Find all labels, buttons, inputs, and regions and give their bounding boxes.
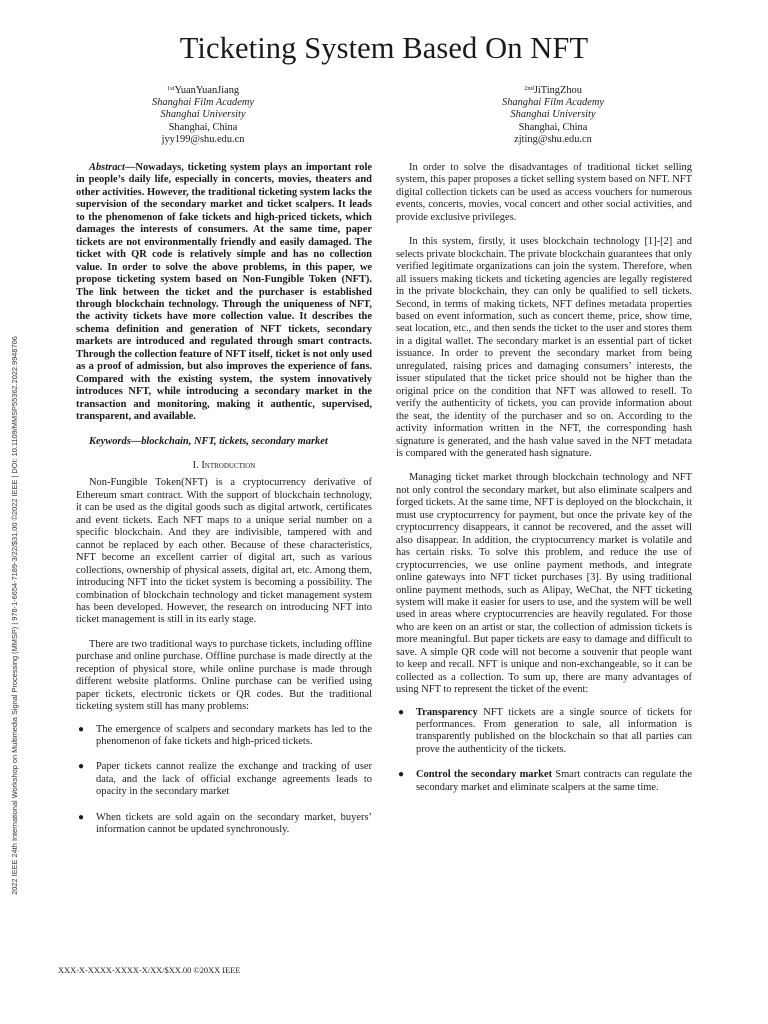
sidebar-citation-text: 2022 IEEE 24th International Workshop on Multimedia Signal Processing (MMSP) | 978-1-6654-7189-3/22/$31.00 ©2022 IEEE | DOI: 10.1109/MMSP55362.2022.9948706 [9,335,19,895]
list-item [76,812,372,837]
list-item-text: NFT tickets are a single source of tickets for performances. From generation to sale, all information is transparently published on the blockchain so that all parties can prove the authenticity of the tickets. [416,706,692,755]
body-paragraph: There are two traditional ways to purchase tickets, including offline purchase and online purchase. Offline purchase is made directly at the reception of physical store, while online purchase is made through different website platforms. Online purchase can be verified using paper tickets, electronic tickets or QR codes. But the traditional ticketing system still has many problems: [76,638,372,713]
bullet-icon: ● [78,761,85,773]
list-item [76,724,372,749]
author-email: jyy199@shu.edu.cn [161,133,245,145]
body-paragraph: Non-Fungible Token(NFT) is a cryptocurrency derivative of Ethereum smart contract. With the support of blockchain technology, it can be used as the digital goods such as digital artwork, certificates and event tickets. Each NFT maps to a unique serial number on a specific blockchain. And they are indivisible, tampered with and cannot be replaced by each other. Because of these characteristics, NFT become an excellent carrier of digital art, such as various collections, ownership of physical assets, digital art, etc. Among them, introducing NFT into the ticket system is becoming a possibility. The combination of blockchain technology and ticket management system has been developed. However, the research on introducing NFT into ticket management is still in its early stage. [76,477,372,626]
section-number: I. [192,459,199,471]
problem-list [76,724,372,837]
section-title: Introduction [201,459,256,471]
author-location: Shanghai, China [168,121,238,133]
author-block-2 [428,83,678,146]
list-item [396,707,692,757]
author-name-line [428,83,678,97]
author-name: JiTingZhou [533,85,582,96]
list-item-term: Control the secondary market [416,769,553,781]
author-email: zjting@shu.edu.cn [514,133,592,145]
author-name: YuanYuanJiang [174,85,240,96]
body-paragraph: Managing ticket market through blockchain technology and NFT not only control the secondary market, but also eliminate scalpers and forged tickets. At the same time, NFT is deployed on the blockchain, it must use cryptocurrency for payment, but once the private key of the cryptocurrency disappears, it cannot be recovered, and the asset will also disappear. In addition, the cryptocurrency market is volatile and has certain risks. To solve this problem, and reduce the use of cryptocurrencies, we use online payment methods, and integrate online gateways into NFT ticket purchases [3]. By using traditional online payment methods, such as Alipay, WeChat, the NFT ticketing system will make it easier for users to use, and the system will be well used in areas where cryptocurrencies are heavily regulated. For those who are keen on an artist or star, the collection of admission tickets is more meaningful. But paper tickets are easy to damage and difficult to save. A simple QR code will not become a souvenir that people want to keep and recall. NFT is unique and non-exchangeable, so it can be collected as a collection. To sum up, there are many advantages of using NFT to represent the ticket of the event: [396,472,692,696]
list-item-term: Transparency [416,706,478,718]
right-column [396,162,692,807]
abstract-lead: Abstract [89,162,125,173]
author-block-1 [78,83,328,146]
author-name-line [78,83,328,97]
author-affiliation: Shanghai Film Academy [152,97,254,109]
copyright-footer: XXX-X-XXXX-XXXX-X/XX/$XX.00 ©20XX IEEE [58,966,241,975]
author-ordinal: 1st [166,85,175,92]
left-column [76,162,372,850]
bullet-icon: ● [398,706,405,718]
list-item-text: The emergence of scalpers and secondary markets has led to the phenomenon of fake tickets and high-priced tickets. [96,723,372,748]
list-item [396,769,692,794]
bullet-icon: ● [78,811,85,823]
body-paragraph: In order to solve the disadvantages of traditional ticket selling system, this paper proposes a ticket selling system based on NFT. NFT digital collection tickets can be used as access vouchers for numerous events, concerts, movies, vocal concert and other social activities, and provide exclusive privileges. [396,162,692,223]
keywords: Keywords—blockchain, NFT, tickets, secondary market [89,435,328,447]
list-item-text: Smart contracts can regulate the secondary market and eliminate scalpers at the same time. [416,769,692,793]
ieee-sidebar-citation [6,270,22,960]
author-ordinal: 2nd [524,85,534,92]
advantages-list [396,707,692,795]
bullet-icon: ● [78,723,85,735]
bullet-icon: ● [398,769,405,781]
abstract [76,162,372,424]
author-location: Shanghai, China [518,121,588,133]
author-affiliation: Shanghai Film Academy [502,97,604,109]
author-affiliation: Shanghai University [160,109,246,121]
abstract-text: —Nowadays, ticketing system plays an important role in people’s daily life, especially in concerts, movies, theaters and other activities. However, the traditional ticketing system lacks the supervision of the secondary market and ticket scalpers. It leads to the phenomenon of fake tickets and high-priced tickets, which damages the interests of consumers. At the same time, paper tickets are not environmentally friendly and easily damaged. The ticket with QR code is relatively simple and has no collection value. In order to solve the above problems, in this paper, we propose ticketing system based on Non-Fungible Token (NFT). The link between the ticket and the purchaser is established through blockchain technology. Through the uniqueness of NFT, the activity tickets have more collection value. It describes the schema definition and generation of NFT tickets, secondary markets are introduced and regulated through smart contracts. Through the collection feature of NFT itself, ticket is not only used as a proof of admission, but also improves the experience of fans. Compared with the existing system, the system innovatively introduces NFT, while introducing a secondary market in the transaction and monitoring, making it authentic, supervised, transparent, and available. [76,162,372,423]
author-affiliation: Shanghai University [510,109,596,121]
list-item-text: Paper tickets cannot realize the exchange and tracking of user data, and the lack of official exchange agreements leads to opacity in the secondary market [96,761,372,798]
section-heading-introduction [76,460,372,472]
paper-title: Ticketing System Based On NFT [179,31,589,65]
body-paragraph: In this system, firstly, it uses blockchain technology [1]-[2] and selects private blockchain. The private blockchain guarantees that only verified legitimate organizations can join the system. Therefore, when all issuers making tickets and ticketing agencies are legally registered in the private blockchain, they can only be qualified to sell tickets. Second, in terms of making tickets, NFT defines metadata properties based on event information, such as concert theme, price, show time, seat location, etc., and then sends the ticket to the user and stores them in a digital wallet. The secondary market is an essential part of ticket issuance. In order to prevent the secondary market from being unregulated, raising prices and damaging consumers’ interests, the issuer stipulated that the ticket price should not be higher than the original price on the condition that NFT was allowed to resell. To verify the authenticity of tickets, you can provide information about the seat, the identity of the purchaser and so on. According to the activity information written in the NFT, the corresponding hash signature is generated, and the hash value saved in the NFT metadata is compared with the generated hash signature. [396,236,692,459]
list-item-text: When tickets are sold again on the secondary market, buyers’ information cannot be updated synchronously. [96,811,372,836]
list-item [76,761,372,798]
